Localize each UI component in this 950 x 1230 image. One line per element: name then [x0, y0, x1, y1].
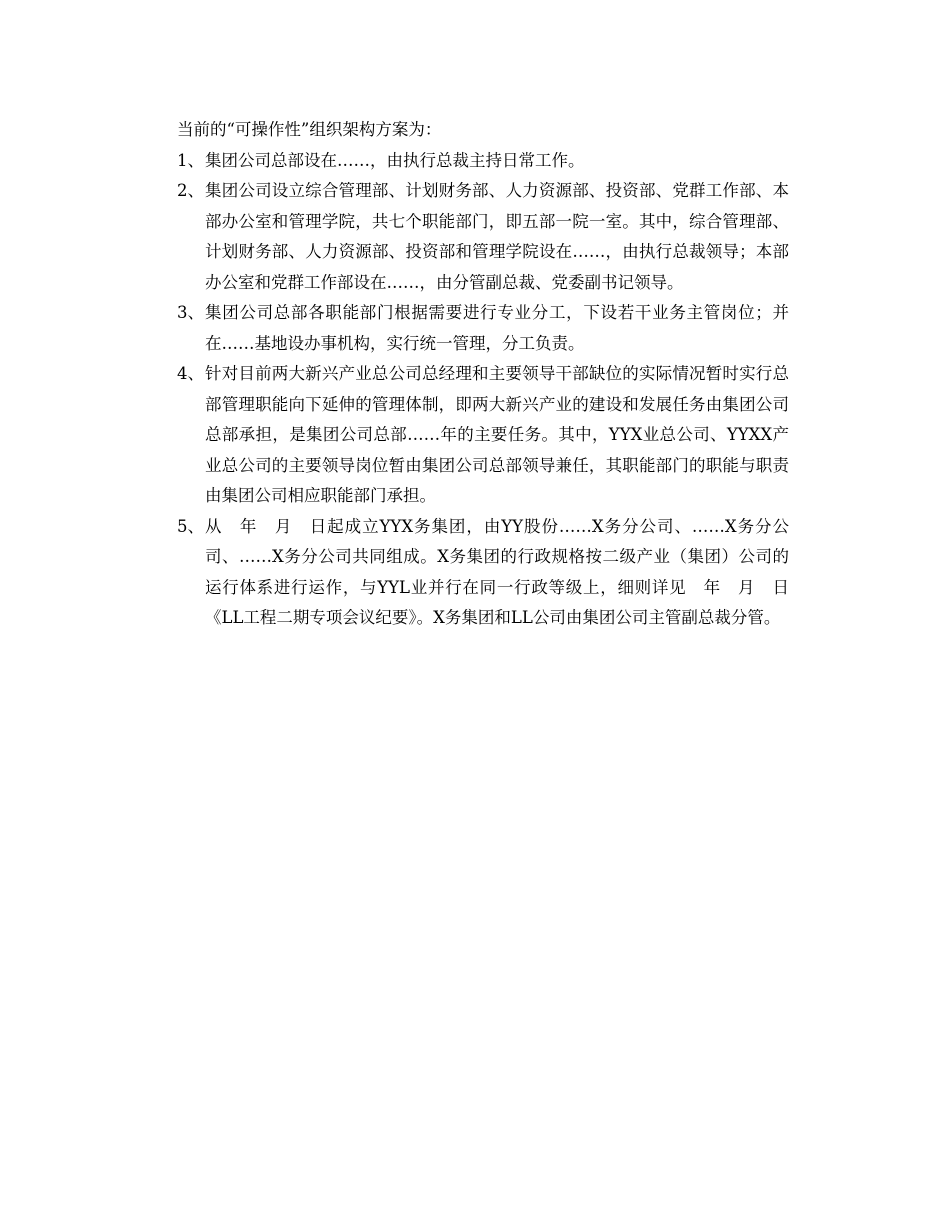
list-item-2	[177, 176, 789, 298]
list-item-number: 3、	[177, 303, 204, 322]
list-item-number: 5、	[177, 516, 204, 536]
list-item-text: 针对目前两大新兴产业总公司总经理和主要领导干部缺位的实际情况暂时实行总部管理职能向下延伸的管理体制，即两大新兴产业的建设和发展任务由集团公司总部承担，是集团公司总部……年的主要任务。其中，YYX业总公司、YYXX产业总公司的主要领导岗位暂由集团公司总部领导兼任，其职能部门的职能与职责由集团公司相应职能部门承担。	[205, 364, 789, 505]
list-item-4	[177, 359, 789, 512]
intro-paragraph: 当前的“可操作性”组织架构方案为：	[177, 120, 442, 139]
list-item-text: 集团公司总部设在……，由执行总裁主持日常工作。	[205, 150, 585, 170]
list-item-text: 集团公司总部各职能部门根据需要进行专业分工，下设若干业务主管岗位；并在……基地设办事机构，实行统一管理，分工负责。	[205, 303, 789, 353]
list-item-1	[177, 146, 789, 177]
list-item-3	[177, 298, 789, 359]
list-item-number: 1、	[177, 150, 204, 170]
document-body	[177, 115, 789, 634]
list-item-text: 从 年 月 日起成立YYX务集团，由YY股份……X务分公司、……X务分公司、……X务分公司共同组成。X务集团的行政规格按二级产业（集团）公司的运行体系进行运作，与YYL业并行在同一行政等级上，细则详见 年 月 日《LL工程二期专项会议纪要》。X务集团和LL公司由集团公司主管副总裁分管。	[205, 516, 789, 627]
list-item-5	[177, 512, 789, 634]
list-item-number: 2、	[177, 181, 204, 200]
list-item-number: 4、	[177, 364, 204, 383]
list-item-text: 集团公司设立综合管理部、计划财务部、人力资源部、投资部、党群工作部、本部办公室和管理学院，共七个职能部门，即五部一院一室。其中，综合管理部、计划财务部、人力资源部、投资部和管理学院设在……，由执行总裁领导；本部办公室和党群工作部设在……，由分管副总裁、党委副书记领导。	[205, 181, 789, 292]
